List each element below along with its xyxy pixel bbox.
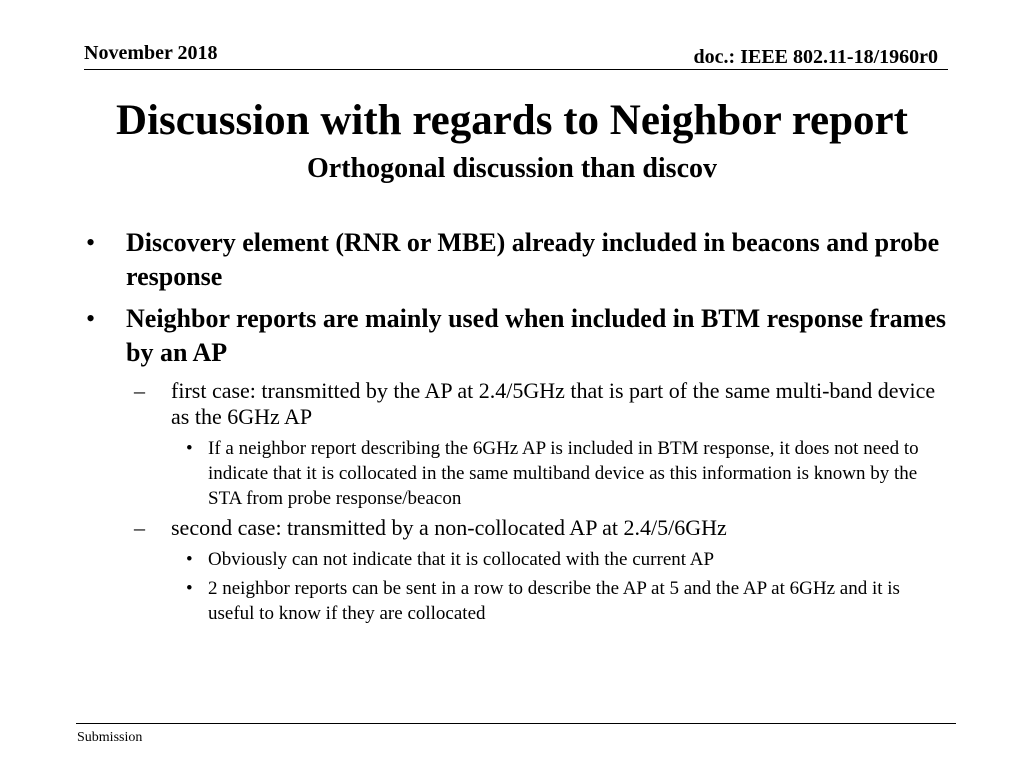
slide-body	[86, 226, 946, 630]
dash-marker: –	[134, 515, 145, 540]
bullet-marker: •	[86, 304, 96, 333]
bullet-text: Discovery element (RNR or MBE) already included in beacons and probe response	[126, 228, 940, 291]
sub-sub-bullet-btm-response	[186, 436, 946, 511]
slide-subtitle: Orthogonal discussion than discov	[307, 153, 717, 184]
sub-bullet-text: second case: transmitted by a non-collocated AP at 2.4/5/6GHz	[171, 515, 727, 540]
footer-submission: Submission	[77, 730, 143, 745]
sub-sub-bullet-not-collocated	[186, 547, 946, 572]
bullet-neighbor-reports	[86, 302, 946, 370]
sub-sub-bullet-text: If a neighbor report describing the 6GHz AP is included in BTM response, it does not need to indicate that it is collocated in the same multiband device as this information is known by the STA from probe response/beacon	[208, 438, 919, 509]
sub-sub-bullet-two-reports	[186, 576, 946, 626]
sub-sub-bullet-text: 2 neighbor reports can be sent in a row to describe the AP at 5 and the AP at 6GHz and it is useful to know if they are collocated	[208, 578, 900, 624]
sub-bullet-text: first case: transmitted by the AP at 2.4/5GHz that is part of the same multi-band device as the 6GHz AP	[171, 378, 936, 429]
footer-divider	[76, 723, 956, 724]
header-date: November 2018	[84, 42, 218, 64]
bullet-marker: •	[186, 549, 193, 570]
bullet-marker: •	[186, 578, 193, 599]
slide-title: Discussion with regards to Neighbor report	[116, 97, 908, 144]
bullet-text: Neighbor reports are mainly used when included in BTM response frames by an AP	[126, 304, 947, 367]
dash-marker: –	[134, 378, 145, 403]
sub-bullet-first-case	[134, 378, 946, 430]
sub-sub-bullet-text: Obviously can not indicate that it is collocated with the current AP	[208, 549, 715, 570]
sub-bullet-second-case	[134, 515, 946, 541]
bullet-marker: •	[186, 438, 193, 459]
bullet-marker: •	[86, 228, 96, 257]
header-divider	[84, 69, 948, 70]
header-doc-id: doc.: IEEE 802.11-18/1960r0	[693, 46, 938, 68]
bullet-discovery-element	[86, 226, 946, 294]
